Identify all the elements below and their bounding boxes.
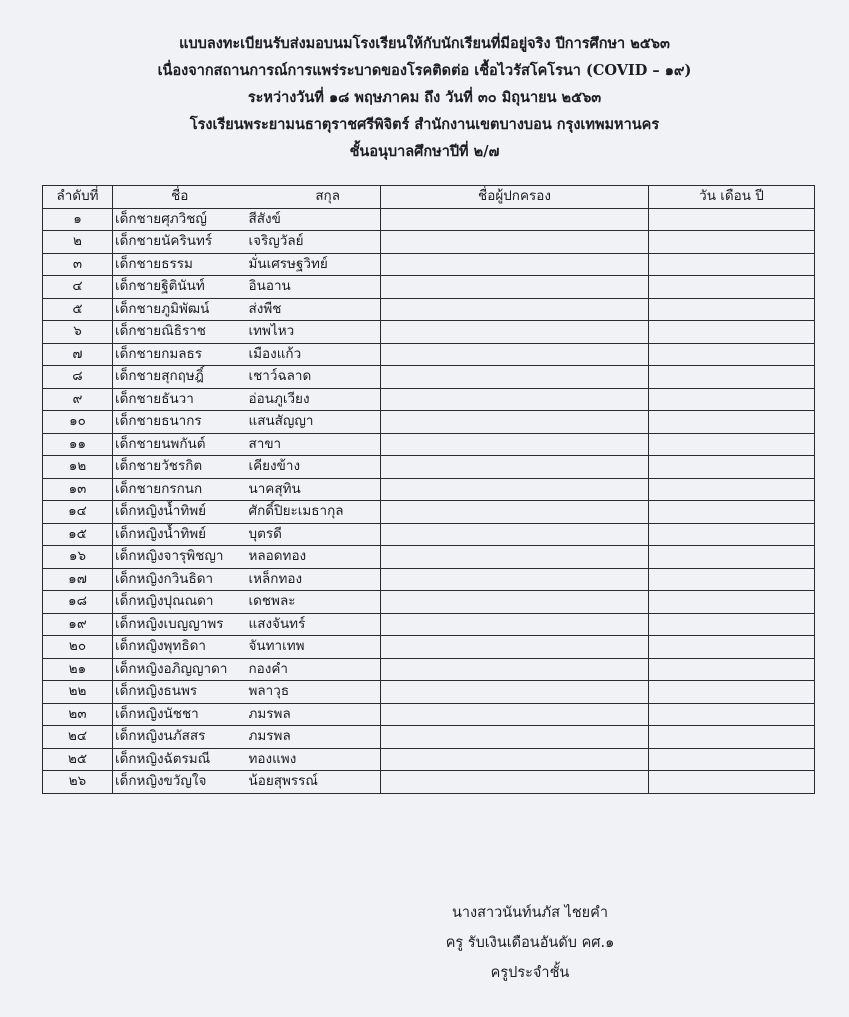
row-first-name: เด็กชายณิธิราช: [113, 321, 247, 344]
table-row: [43, 433, 815, 456]
table-row: [43, 523, 815, 546]
row-first-name: เด็กชายสุกฤษฎิ์: [113, 366, 247, 389]
row-first-name: เด็กหญิงฉัตรมณี: [113, 748, 247, 771]
table-row: [43, 748, 815, 771]
row-last-name: น้อยสุพรรณ์: [247, 771, 381, 794]
table-row: [43, 681, 815, 704]
row-date-cell: [649, 568, 815, 591]
row-first-name: เด็กหญิงกวินธิดา: [113, 568, 247, 591]
header-school: โรงเรียนพระยามนธาตุราชศรีพิจิตร์ สำนักงานเขตบางบอน กรุงเทพมหานคร: [189, 116, 660, 133]
row-number: ๓: [43, 253, 113, 276]
row-guardian-cell: [381, 343, 649, 366]
row-first-name: เด็กชายกรกนก: [113, 478, 247, 501]
row-last-name: เชาว์ฉลาด: [247, 366, 381, 389]
table-row: [43, 658, 815, 681]
row-date-cell: [649, 658, 815, 681]
row-guardian-cell: [381, 208, 649, 231]
table-row: [43, 231, 815, 254]
row-last-name: ศักดิ์ปิยะเมธากุล: [247, 501, 381, 524]
row-number: ๒๑: [43, 658, 113, 681]
row-first-name: เด็กชายธันวา: [113, 388, 247, 411]
row-last-name: สีสังข์: [247, 208, 381, 231]
row-date-cell: [649, 523, 815, 546]
row-first-name: เด็กชายธรรม: [113, 253, 247, 276]
row-first-name: เด็กหญิงปุณณดา: [113, 591, 247, 614]
row-guardian-cell: [381, 726, 649, 749]
table-row: [43, 501, 815, 524]
header-title: แบบลงทะเบียนรับส่งมอบนมโรงเรียนให้กับนักเรียนที่มีอยู่จริง ปีการศึกษา ๒๕๖๓: [179, 35, 670, 52]
row-first-name: เด็กหญิงน้ำทิพย์: [113, 523, 247, 546]
header-no: ลำดับที่: [43, 186, 113, 209]
row-last-name: แสงจันทร์: [247, 613, 381, 636]
row-last-name: ภมรพล: [247, 703, 381, 726]
table-row: [43, 366, 815, 389]
row-number: ๑๐: [43, 411, 113, 434]
row-last-name: เจริญวัลย์: [247, 231, 381, 254]
row-last-name: แสนสัญญา: [247, 411, 381, 434]
row-last-name: อินอาน: [247, 276, 381, 299]
row-date-cell: [649, 771, 815, 794]
row-number: ๙: [43, 388, 113, 411]
row-number: ๑๓: [43, 478, 113, 501]
row-guardian-cell: [381, 613, 649, 636]
row-number: ๒: [43, 231, 113, 254]
row-number: ๒๓: [43, 703, 113, 726]
row-date-cell: [649, 726, 815, 749]
row-first-name: เด็กหญิงพุทธิดา: [113, 636, 247, 659]
row-date-cell: [649, 591, 815, 614]
row-first-name: เด็กหญิงน้ำทิพย์: [113, 501, 247, 524]
table-row: [43, 276, 815, 299]
row-date-cell: [649, 388, 815, 411]
row-number: ๑๖: [43, 546, 113, 569]
row-date-cell: [649, 613, 815, 636]
row-number: ๑๒: [43, 456, 113, 479]
row-number: ๑๗: [43, 568, 113, 591]
table-row: [43, 636, 815, 659]
row-last-name: ส่งพืช: [247, 298, 381, 321]
row-last-name: นาคสุทิน: [247, 478, 381, 501]
header-subtitle: เนื่องจากสถานการณ์การแพร่ระบาดของโรคติดต่อ เชื้อไวรัสโคโรนา (COVID – ๑๙): [157, 62, 692, 79]
header-class: ชั้นอนุบาลศึกษาปีที่ ๒/๗: [349, 143, 500, 160]
row-last-name: มั่นเศรษฐวิทย์: [247, 253, 381, 276]
row-guardian-cell: [381, 771, 649, 794]
table-row: [43, 321, 815, 344]
row-date-cell: [649, 681, 815, 704]
row-guardian-cell: [381, 298, 649, 321]
row-date-cell: [649, 208, 815, 231]
row-guardian-cell: [381, 411, 649, 434]
row-last-name: พลาวุธ: [247, 681, 381, 704]
row-first-name: เด็กหญิงขวัญใจ: [113, 771, 247, 794]
row-first-name: เด็กหญิงธนพร: [113, 681, 247, 704]
row-date-cell: [649, 231, 815, 254]
row-number: ๕: [43, 298, 113, 321]
row-date-cell: [649, 411, 815, 434]
row-number: ๑๘: [43, 591, 113, 614]
row-first-name: เด็กหญิงเบญญาพร: [113, 613, 247, 636]
row-guardian-cell: [381, 568, 649, 591]
row-last-name: เคียงข้าง: [247, 456, 381, 479]
row-first-name: เด็กหญิงจารุพิชญา: [113, 546, 247, 569]
row-last-name: สาขา: [247, 433, 381, 456]
signature-position: ครู รับเงินเดือนอันดับ คศ.๑: [445, 935, 615, 951]
row-last-name: อ่อนภูเวียง: [247, 388, 381, 411]
row-guardian-cell: [381, 433, 649, 456]
row-last-name: จันทาเทพ: [247, 636, 381, 659]
row-number: ๒๖: [43, 771, 113, 794]
row-guardian-cell: [381, 321, 649, 344]
row-guardian-cell: [381, 523, 649, 546]
document-header: [0, 30, 849, 165]
signature-role: ครูประจำชั้น: [490, 965, 570, 981]
row-first-name: เด็กชายภูมิพัฒน์: [113, 298, 247, 321]
table-row: [43, 253, 815, 276]
signature-name: นางสาวนันท์นภัส ไชยคำ: [451, 905, 609, 921]
table-row: [43, 298, 815, 321]
row-number: ๑๕: [43, 523, 113, 546]
row-number: ๑๑: [43, 433, 113, 456]
row-last-name: เมืองแก้ว: [247, 343, 381, 366]
table-row: [43, 591, 815, 614]
header-date-range: ระหว่างวันที่ ๑๘ พฤษภาคม ถึง วันที่ ๓๐ มิถุนายน ๒๕๖๓: [247, 89, 602, 106]
row-date-cell: [649, 478, 815, 501]
row-first-name: เด็กชายธนากร: [113, 411, 247, 434]
table-row: [43, 613, 815, 636]
row-date-cell: [649, 501, 815, 524]
row-last-name: เดชพละ: [247, 591, 381, 614]
table-header-row: [43, 186, 815, 209]
row-date-cell: [649, 366, 815, 389]
row-last-name: บุตรดี: [247, 523, 381, 546]
table-body: [43, 208, 815, 793]
row-last-name: ภมรพล: [247, 726, 381, 749]
row-first-name: เด็กชายกมลธร: [113, 343, 247, 366]
row-date-cell: [649, 748, 815, 771]
table-row: [43, 343, 815, 366]
row-number: ๔: [43, 276, 113, 299]
row-number: ๒๕: [43, 748, 113, 771]
row-first-name: เด็กชายวัชรกิต: [113, 456, 247, 479]
row-guardian-cell: [381, 591, 649, 614]
row-guardian-cell: [381, 501, 649, 524]
row-last-name: กองคำ: [247, 658, 381, 681]
row-guardian-cell: [381, 253, 649, 276]
registration-table: [42, 185, 815, 794]
row-guardian-cell: [381, 546, 649, 569]
row-guardian-cell: [381, 478, 649, 501]
row-guardian-cell: [381, 636, 649, 659]
row-number: ๑: [43, 208, 113, 231]
row-number: ๒๐: [43, 636, 113, 659]
row-date-cell: [649, 456, 815, 479]
row-date-cell: [649, 298, 815, 321]
row-date-cell: [649, 433, 815, 456]
table-row: [43, 388, 815, 411]
signature-block: [380, 898, 680, 988]
row-first-name: เด็กหญิงอภิญญาดา: [113, 658, 247, 681]
row-guardian-cell: [381, 748, 649, 771]
row-date-cell: [649, 321, 815, 344]
row-last-name: เหล็กทอง: [247, 568, 381, 591]
row-first-name: เด็กชายนพกันต์: [113, 433, 247, 456]
table-row: [43, 726, 815, 749]
row-date-cell: [649, 276, 815, 299]
table-row: [43, 411, 815, 434]
row-number: ๖: [43, 321, 113, 344]
table-row: [43, 456, 815, 479]
row-first-name: เด็กหญิงนัชชา: [113, 703, 247, 726]
row-guardian-cell: [381, 276, 649, 299]
row-last-name: เทพไหว: [247, 321, 381, 344]
row-number: ๗: [43, 343, 113, 366]
table-row: [43, 208, 815, 231]
row-number: ๘: [43, 366, 113, 389]
row-first-name: เด็กชายฐิตินันท์: [113, 276, 247, 299]
table-row: [43, 546, 815, 569]
row-last-name: หลอดทอง: [247, 546, 381, 569]
header-first-name: ชื่อ: [113, 186, 247, 209]
row-guardian-cell: [381, 388, 649, 411]
table-row: [43, 568, 815, 591]
header-last-name: สกุล: [247, 186, 381, 209]
row-guardian-cell: [381, 456, 649, 479]
row-number: ๒๒: [43, 681, 113, 704]
row-guardian-cell: [381, 231, 649, 254]
row-first-name: เด็กชายศุภวิชญ์: [113, 208, 247, 231]
row-guardian-cell: [381, 681, 649, 704]
row-date-cell: [649, 636, 815, 659]
row-first-name: เด็กชายนัครินทร์: [113, 231, 247, 254]
row-first-name: เด็กหญิงนภัสสร: [113, 726, 247, 749]
header-date: วัน เดือน ปี: [649, 186, 815, 209]
row-guardian-cell: [381, 366, 649, 389]
row-date-cell: [649, 253, 815, 276]
header-guardian: ชื่อผู้ปกครอง: [381, 186, 649, 209]
row-guardian-cell: [381, 658, 649, 681]
row-number: ๑๙: [43, 613, 113, 636]
row-date-cell: [649, 343, 815, 366]
row-date-cell: [649, 546, 815, 569]
table-row: [43, 771, 815, 794]
row-guardian-cell: [381, 703, 649, 726]
row-number: ๑๔: [43, 501, 113, 524]
row-date-cell: [649, 703, 815, 726]
row-last-name: ทองแพง: [247, 748, 381, 771]
table-row: [43, 703, 815, 726]
table-row: [43, 478, 815, 501]
row-number: ๒๔: [43, 726, 113, 749]
